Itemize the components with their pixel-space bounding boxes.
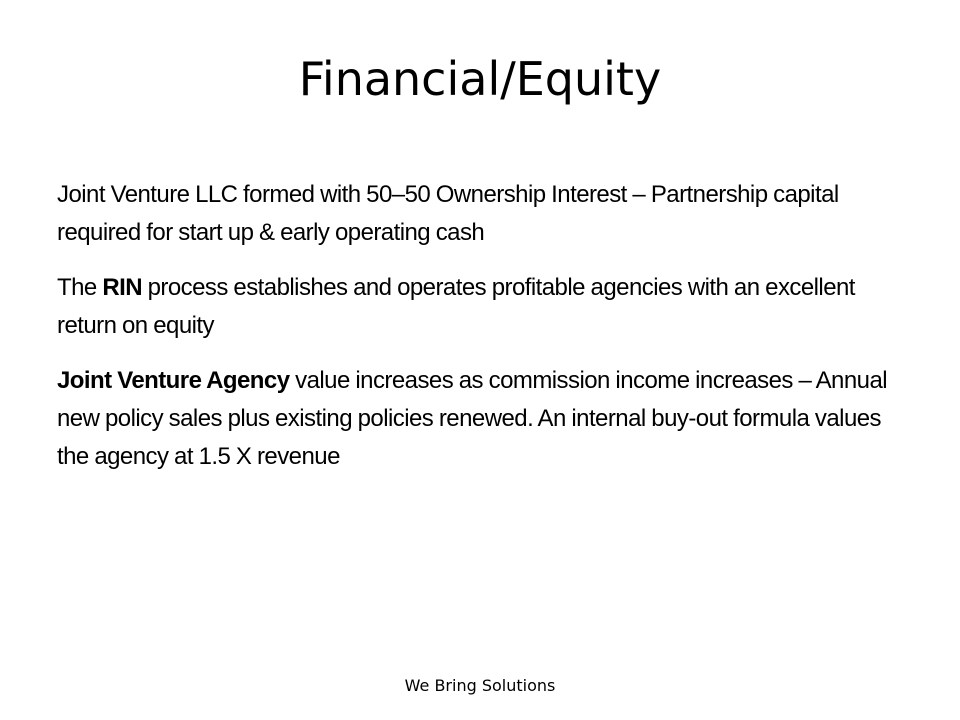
slide-title: Financial/Equity	[298, 52, 662, 106]
paragraph-llc-text: Joint Venture LLC formed with 50–50 Ownership Interest – Partnership capital required for start up & early operating cash	[57, 181, 839, 246]
paragraph-rin-text: process establishes and operates profitable agencies with an excellent return on equity	[57, 274, 855, 339]
paragraph-rin	[57, 269, 907, 345]
paragraph-agency-text: value increases as commission income increases – Annual new policy sales plus existing policies renewed. An internal buy-out formula values the agency at 1.5 X revenue	[57, 367, 888, 470]
paragraph-rin-prefix: The	[57, 274, 103, 301]
slide-body	[57, 176, 907, 493]
paragraph-rin-bold: RIN	[102, 274, 143, 301]
paragraph-agency	[57, 362, 907, 476]
slide-footer: We Bring Solutions	[404, 676, 556, 695]
paragraph-llc	[57, 176, 907, 252]
paragraph-agency-bold: Joint Venture Agency	[57, 367, 290, 394]
